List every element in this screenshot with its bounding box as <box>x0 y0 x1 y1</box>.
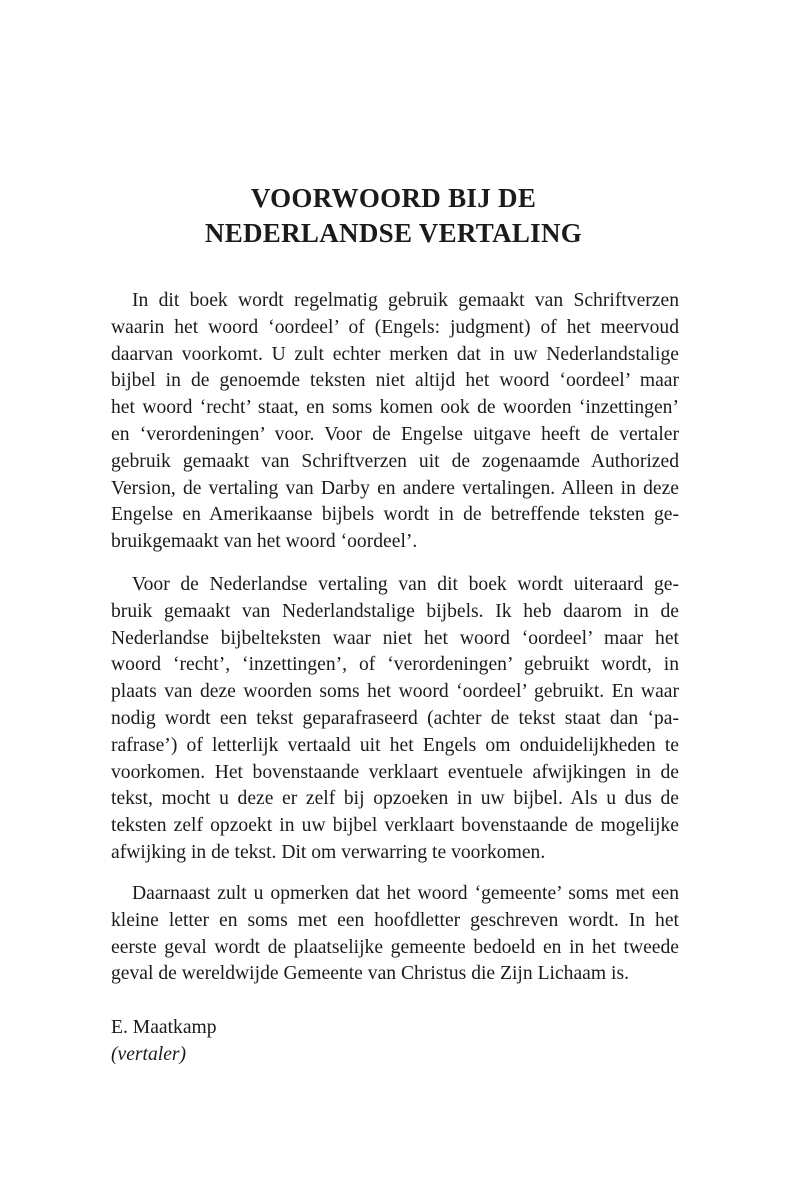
paragraph-1 <box>111 288 679 556</box>
text-line: tekst, mocht u deze er zelf bij opzoeken in uw bijbel. Als u dus de <box>111 788 679 810</box>
text-line: Engelse en Amerikaanse bijbels wordt in de betreffende teksten ge- <box>111 504 679 526</box>
signature-name: E. Maatkamp <box>111 1017 217 1038</box>
text-line: Nederlandse bijbelteksten waar niet het woord ‘oordeel’ maar het <box>111 627 679 649</box>
text-line: bruikgemaakt van het woord ‘oordeel’. <box>111 531 418 553</box>
paragraph-3 <box>111 881 679 988</box>
text-line: Voor de Nederlandse vertaling van dit boek wordt uiteraard ge- <box>132 574 679 595</box>
text-line: kleine letter en soms met een hoofdletter geschreven wordt. In het <box>111 909 679 931</box>
text-line: teksten zelf opzoekt in uw bijbel verklaart bovenstaande de mogelijke <box>111 815 679 837</box>
title-line-1: VOORWOORD BIJ DE <box>250 183 537 214</box>
text-line: bijbel in de genoemde teksten niet altijd het woord ‘oordeel’ maar <box>111 370 679 392</box>
text-line: afwijking in de tekst. Dit om verwarring te voorkomen. <box>111 841 546 863</box>
text-line: en ‘verordeningen’ voor. Voor de Engelse uitgave heeft de vertaler <box>111 423 679 445</box>
text-line: eerste geval wordt de plaatselijke gemeente bedoeld en in het tweede <box>111 936 679 958</box>
signature-block <box>111 1015 217 1069</box>
text-line: nodig wordt een tekst geparafraseerd (achter de tekst staat dan ‘pa- <box>111 707 679 729</box>
signature-role: (vertaler) <box>111 1043 187 1065</box>
paragraph-2 <box>111 572 679 867</box>
title-line-2: NEDERLANDSE VERTALING <box>204 218 583 249</box>
text-line: rafrase’) of letterlijk vertaald uit het Engels om onduidelijkheden te <box>111 734 679 756</box>
text-line: geval de wereldwijde Gemeente van Christus die Zijn Lichaam is. <box>111 963 629 985</box>
text-line: Version, de vertaling van Darby en andere vertalingen. Alleen in deze <box>111 477 679 499</box>
text-line: voorkomen. Het bovenstaande verklaart eventuele afwijkingen in de <box>111 761 679 783</box>
text-line: het woord ‘recht’ staat, en soms komen ook de woorden ‘inzettingen’ <box>111 397 679 419</box>
text-line: bruik gemaakt van Nederlandstalige bijbels. Ik heb daarom in de <box>111 600 679 622</box>
page-title <box>0 181 787 251</box>
text-line: Daarnaast zult u opmerken dat het woord ‘gemeente’ soms met een <box>132 883 679 904</box>
text-line: plaats van deze woorden soms het woord ‘oordeel’ gebruikt. En waar <box>111 681 679 703</box>
text-line: daarvan voorkomt. U zult echter merken dat in uw Nederlandstalige <box>111 343 679 365</box>
text-line: gebruik gemaakt van Schriftverzen uit de zogenaamde Authorized <box>111 450 679 472</box>
text-line: In dit boek wordt regelmatig gebruik gemaakt van Schriftverzen <box>132 290 679 311</box>
text-line: waarin het woord ‘oordeel’ of (Engels: judgment) of het meervoud <box>111 316 679 338</box>
text-line: woord ‘recht’, ‘inzettingen’, of ‘verordeningen’ gebruikt wordt, in <box>111 654 679 676</box>
